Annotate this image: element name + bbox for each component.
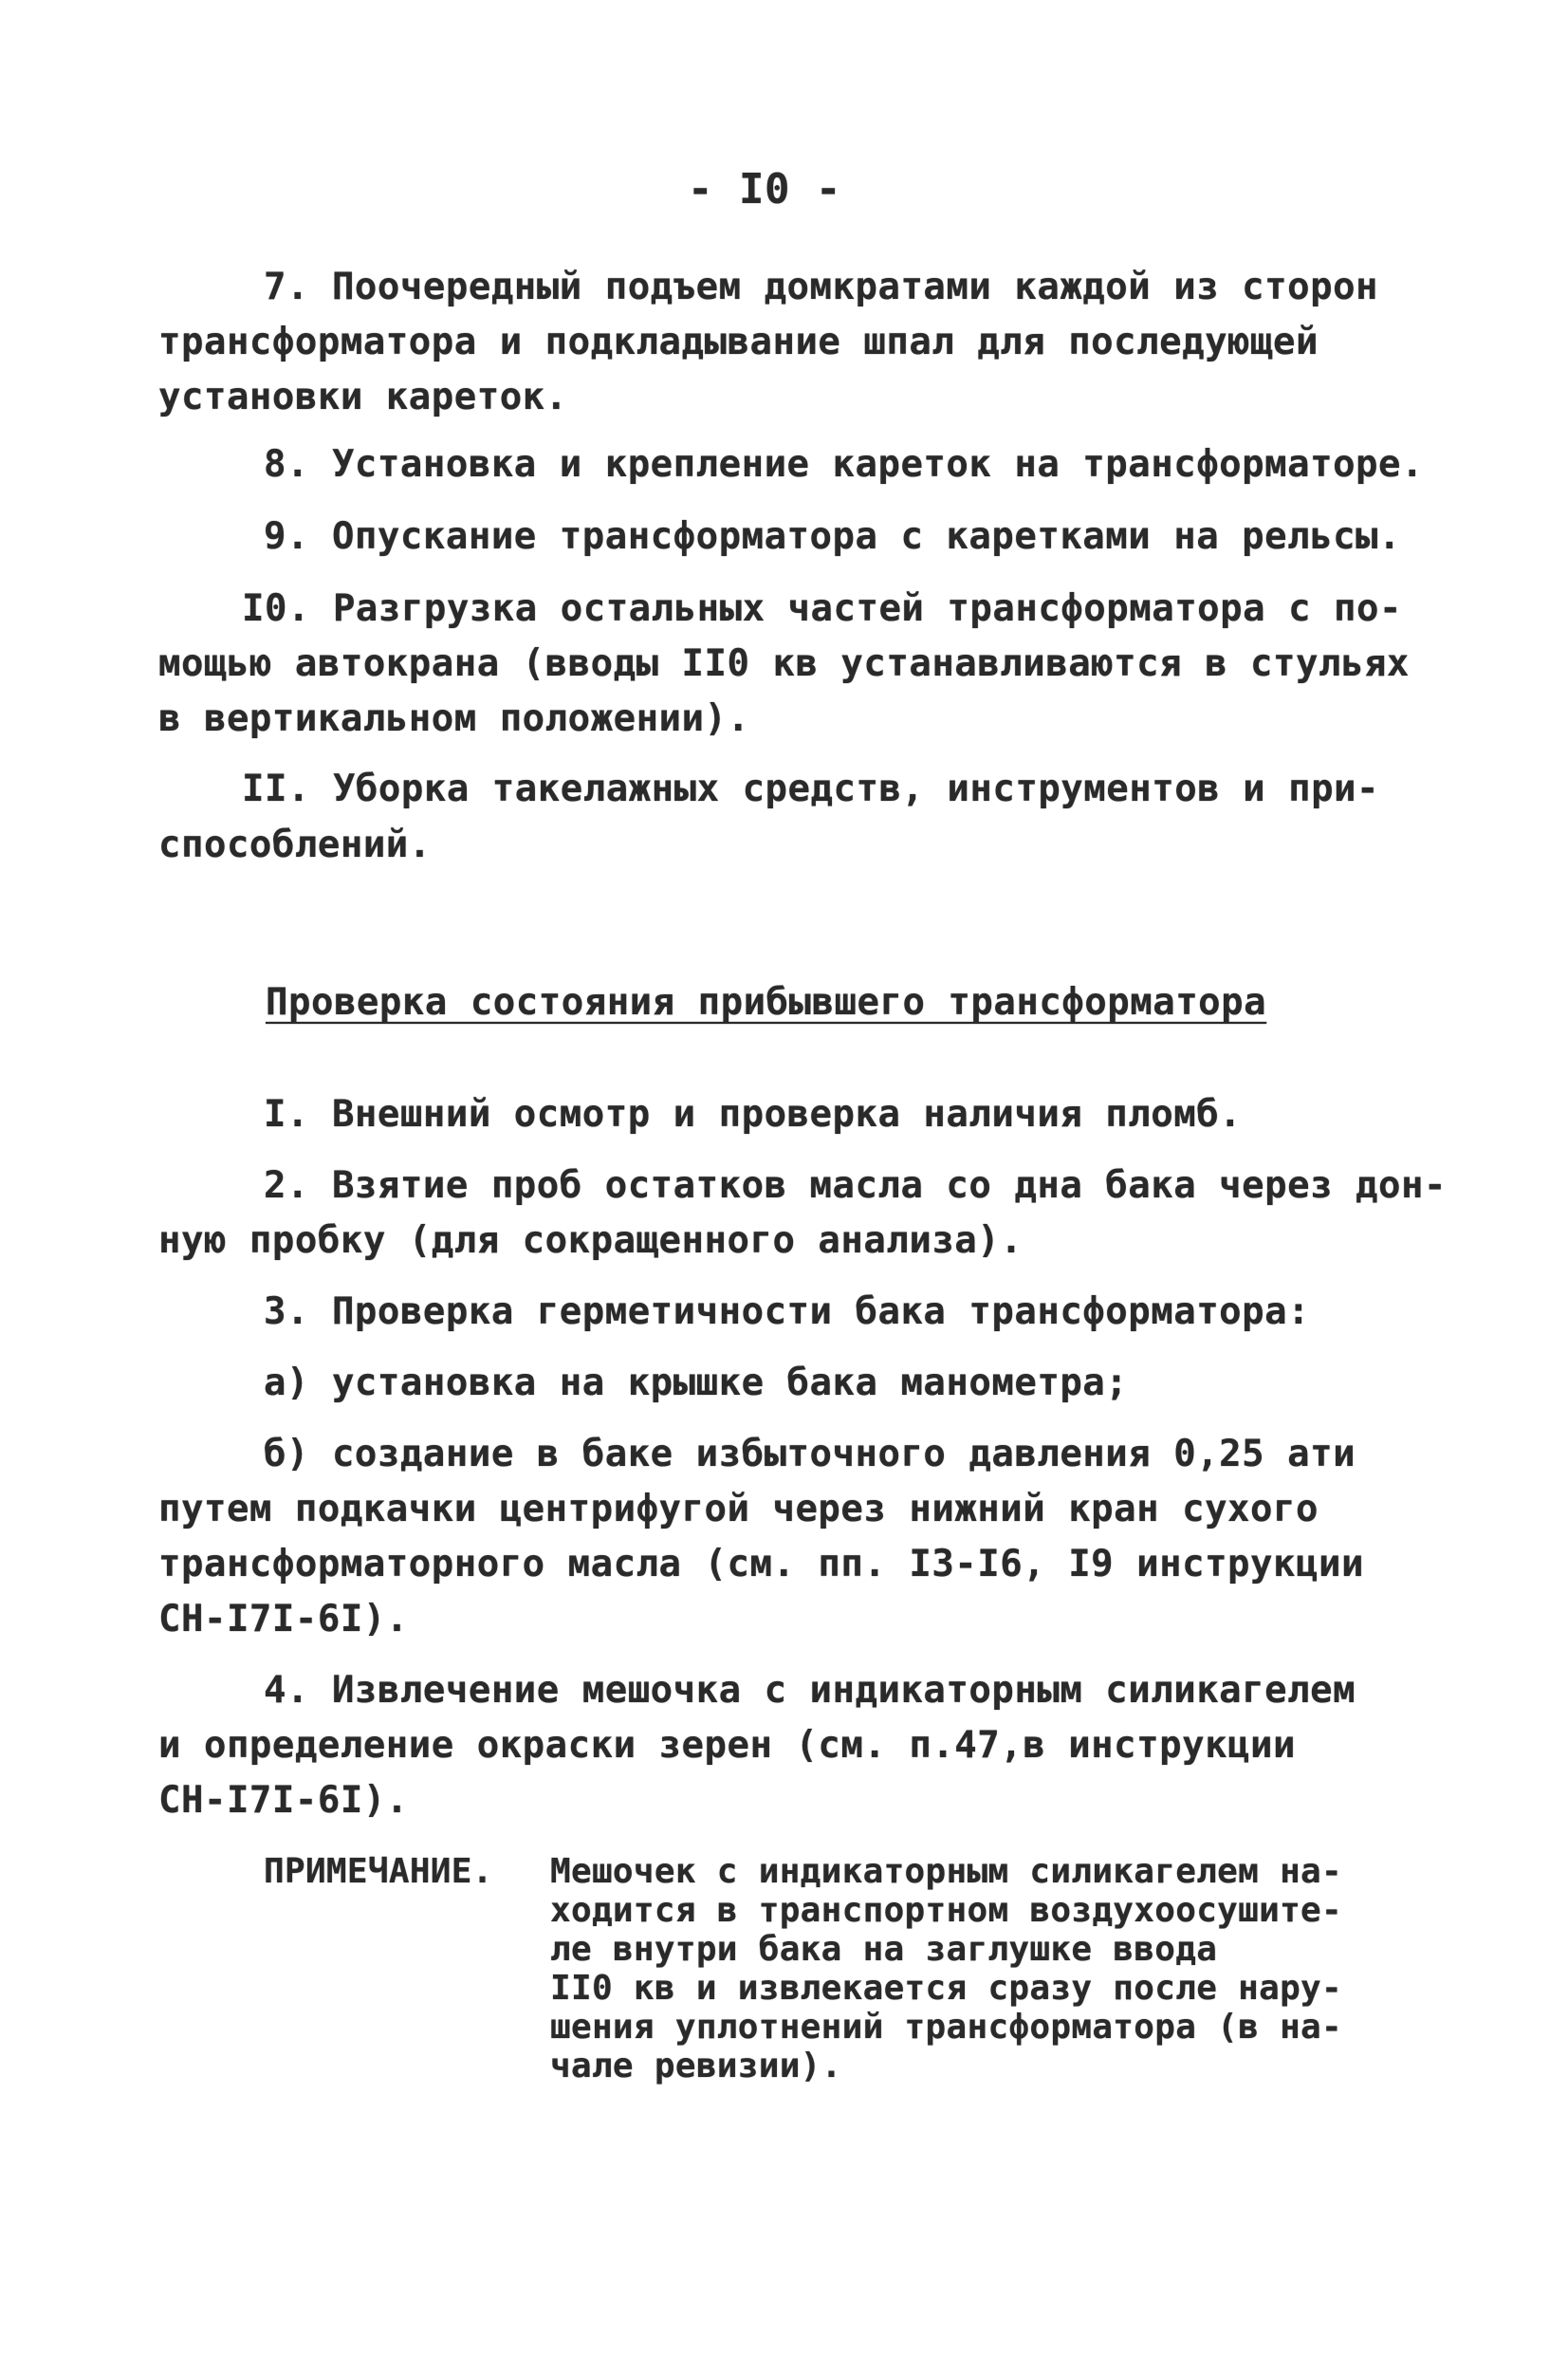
note-line-6: чале ревизии). (550, 2047, 842, 2085)
check-item-4 (264, 1669, 1356, 1712)
list-item-7-line-2: трансформатора и подкладывание шпал для последующей (158, 321, 1319, 363)
item-number: I0. (242, 587, 310, 630)
check-subitem-b (264, 1433, 1356, 1475)
item-text: Опускание трансформатора с каретками на рельсы. (331, 515, 1402, 558)
check-subitem-b-line-4: СН-I7I-6I). (158, 1598, 409, 1640)
note-line-2: ходится в транспортном воздухоосушите- (550, 1891, 1343, 1930)
check-item-4-line-2: и определение окраски зерен (см. п.47,в инструкции (158, 1724, 1296, 1767)
item-text: Поочередный подъем домкратами каждой из сторон (331, 266, 1379, 308)
list-item-10 (242, 587, 1402, 630)
item-text: Разгрузка остальных частей трансформатора с по- (332, 587, 1402, 630)
list-item-9 (264, 515, 1402, 558)
item-number: а) (264, 1362, 309, 1404)
list-item-11 (242, 768, 1380, 810)
note-line-3: ле внутри бака на заглушке ввода (550, 1930, 1218, 1969)
list-item-10-line-3: в вертикальном положении). (158, 697, 750, 740)
item-text: Внешний осмотр и проверка наличия пломб. (331, 1093, 1243, 1136)
item-number: б) (264, 1433, 309, 1475)
check-subitem-b-line-2: путем подкачки центрифугой через нижний кран сухого (158, 1488, 1319, 1530)
item-number: II. (242, 768, 310, 810)
item-text: Извлечение мешочка с индикаторным силикагелем (331, 1669, 1356, 1712)
item-number: 7. (264, 266, 309, 308)
item-text: Взятие проб остатков масла со дна бака через дон- (331, 1164, 1447, 1207)
section-heading: Проверка состояния прибывшего трансформатора (266, 981, 1267, 1024)
note-line-4: II0 кв и извлекается сразу после нару- (550, 1969, 1343, 2008)
check-subitem-a (264, 1362, 1129, 1404)
list-item-7-line-3: установки кареток. (158, 376, 568, 418)
list-item-11-line-2: способлений. (158, 824, 432, 866)
item-text: установка на крышке бака манометра; (331, 1362, 1129, 1404)
check-item-1 (264, 1093, 1243, 1136)
note-line-5: шения уплотнений трансформатора (в на- (550, 2008, 1343, 2047)
list-item-10-line-2: мощью автокрана (вводы II0 кв устанавливаются в стульях (158, 642, 1410, 685)
item-number: 4. (264, 1669, 309, 1712)
item-number: 9. (264, 515, 309, 558)
note-line-1: Мешочек с индикаторным силикагелем на- (550, 1852, 1343, 1891)
check-item-2-line-2: ную пробку (для сокращенного анализа). (158, 1219, 1024, 1262)
check-item-4-line-3: СН-I7I-6I). (158, 1779, 409, 1822)
note-label: ПРИМЕЧАНИЕ. (264, 1852, 493, 1891)
item-number: 3. (264, 1290, 309, 1333)
item-text: Проверка герметичности бака трансформатора: (331, 1290, 1311, 1333)
check-item-2 (264, 1164, 1447, 1207)
item-text: создание в баке избыточного давления 0,25 ати (331, 1433, 1356, 1475)
item-number: 8. (264, 443, 309, 486)
item-text: Установка и крепление кареток на трансформаторе. (331, 443, 1424, 486)
list-item-8 (264, 443, 1424, 486)
page-number: - I0 - (688, 165, 841, 213)
list-item-7 (264, 266, 1379, 308)
item-number: 2. (264, 1164, 309, 1207)
item-text: Уборка такелажных средств, инструментов и при- (332, 768, 1380, 810)
item-number: I. (264, 1093, 309, 1136)
check-subitem-b-line-3: трансформаторного масла (см. пп. I3-I6, I9 инструкции (158, 1543, 1364, 1585)
check-item-3 (264, 1290, 1311, 1333)
